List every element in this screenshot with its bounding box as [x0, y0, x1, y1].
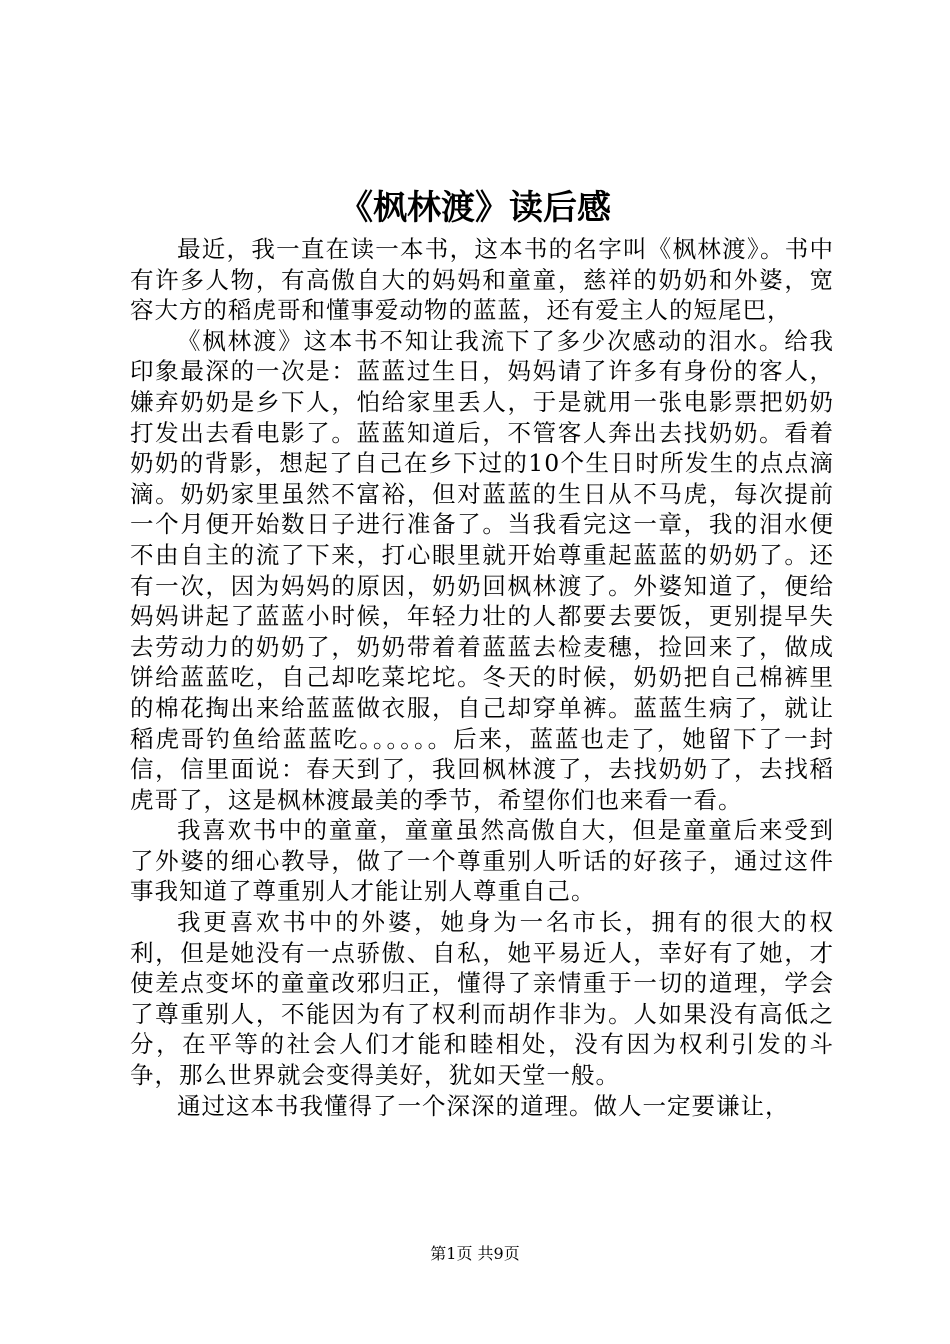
- document-title: 《枫林渡》读后感: [339, 188, 611, 228]
- paragraph: 我喜欢书中的童童，童童虽然高傲自大，但是童童后来受到了外婆的细心教导，做了一个尊重别人听话的好孩子，通过这件事我知道了尊重别人才能让别人尊重自己。: [130, 816, 834, 906]
- paragraph: 通过这本书我懂得了一个深深的道理。做人一定要谦让，: [177, 1091, 790, 1120]
- paragraph: 最近，我一直在读一本书，这本书的名字叫《枫林渡》。书中有许多人物，有高傲自大的妈妈和童童，慈祥的奶奶和外婆，宽容大方的稻虎哥和懂事爱动物的蓝蓝，还有爱主人的短尾巴，: [130, 235, 834, 325]
- document-body: [130, 234, 834, 1121]
- paragraph: 《枫林渡》这本书不知让我流下了多少次感动的泪水。给我印象最深的一次是：蓝蓝过生日，妈妈请了许多有身份的客人，嫌弃奶奶是乡下人，怕给家里丢人，于是就用一张电影票把奶奶打发出去看电影了。蓝蓝知道后，不管客人奔出去找奶奶。看着奶奶的背影，想起了自己在乡下过的10个生日时所发生的点点滴滴。奶奶家里虽然不富裕，但对蓝蓝的生日从不马虎，每次提前一个月便开始数日子进行准备了。当我看完这一章，我的泪水便不由自主的流了下来，打心眼里就开始尊重起蓝蓝的奶奶了。还有一次，因为妈妈的原因，奶奶回枫林渡了。外婆知道了，便给妈妈讲起了蓝蓝小时候，年轻力壮的人都要去要饭，更别提早失去劳动力的奶奶了，奶奶带着着蓝蓝去检麦穗，捡回来了，做成饼给蓝蓝吃，自己却吃菜坨坨。冬天的时候，奶奶把自己棉裤里的棉花掏出来给蓝蓝做衣服，自己却穿单裤。蓝蓝生病了，就让稻虎哥钓鱼给蓝蓝吃。。。。。。后来，蓝蓝也走了，她留下了一封信，信里面说：春天到了，我回枫林渡了，去找奶奶了，去找稻虎哥了，这是枫林渡最美的季节，希望你们也来看一看。: [130, 326, 834, 814]
- page-footer: 第1页 共9页: [430, 1244, 520, 1263]
- paragraph: 我更喜欢书中的外婆，她身为一名市长，拥有的很大的权利，但是她没有一点骄傲、自私，她平易近人，幸好有了她，才使差点变坏的童童改邪归正，懂得了亲情重于一切的道理，学会了尊重别人，不能因为有了权利而胡作非为。人如果没有高低之分，在平等的社会人们才能和睦相处，没有因为权利引发的斗争，那么世界就会变得美好，犹如天堂一般。: [130, 908, 834, 1090]
